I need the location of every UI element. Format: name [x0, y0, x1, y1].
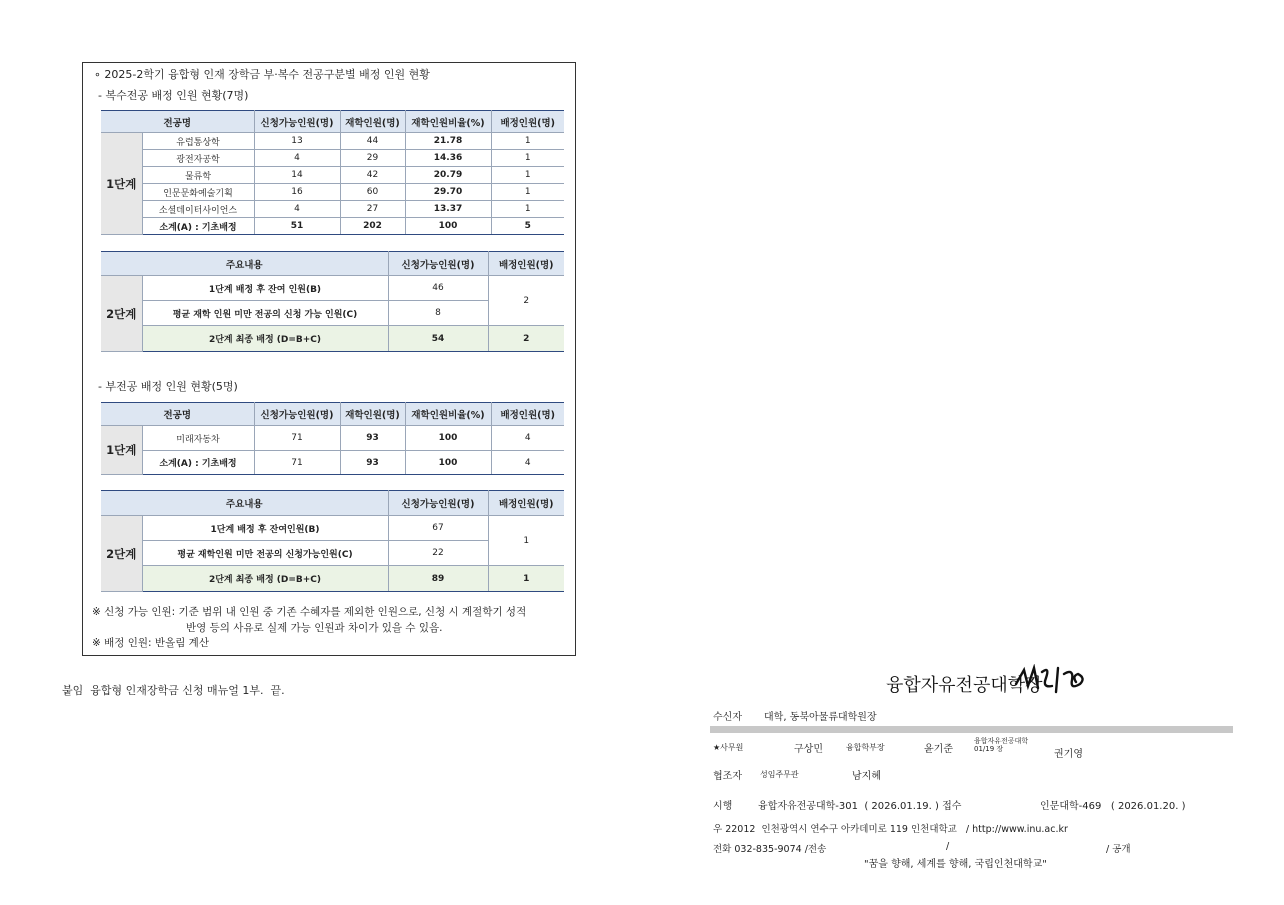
stage-label: 2단계: [101, 276, 142, 352]
stage-label: 2단계: [101, 516, 142, 592]
below-average-label: 평균 재학인원 미만 전공의 신청가능인원(C): [142, 541, 388, 566]
table-cell: 1: [491, 133, 564, 150]
table-cell: 13: [254, 133, 340, 150]
table-cell: 27: [340, 201, 405, 218]
subtotal-cell: 100: [405, 218, 491, 235]
table-cell: 13.37: [405, 201, 491, 218]
table-cell: 소셜데이터사이언스: [142, 201, 254, 218]
header-allocated: 배정인원(명): [491, 403, 564, 426]
header-applicable: 신청가능인원(명): [388, 491, 488, 516]
sender-title: 융합자유전공대학장: [886, 675, 1043, 696]
header-applicable: 신청가능인원(명): [254, 403, 340, 426]
remaining-value: 67: [388, 516, 488, 541]
subtotal-label: 소계(A) : 기초배정: [142, 451, 254, 475]
public-label: / 공개: [1106, 844, 1131, 855]
stage-label: 1단계: [101, 426, 142, 475]
minor-stage1-table: [101, 402, 564, 475]
table-cell: 14: [254, 167, 340, 184]
table-cell: 14.36: [405, 150, 491, 167]
header-allocated: 배정인원(명): [488, 252, 564, 276]
subtotal-cell: 93: [340, 451, 405, 475]
signature-stamp: [1012, 664, 1090, 700]
divider-bar: [710, 726, 1233, 733]
cooperator-role: 성임주무관: [760, 770, 799, 779]
note-applicable: ※ 신청 가능 인원: 기준 범위 내 인원 중 기존 수혜자를 제외한 인원으로, 신청 시 계절학기 성적: [92, 606, 527, 618]
table-cell: 유럽통상학: [142, 133, 254, 150]
double-major-stage1-table: [101, 110, 564, 235]
double-major-subheading: - 복수전공 배정 인원 현황(7명): [98, 89, 249, 102]
below-average-label: 평균 재학 인원 미만 전공의 신청 가능 인원(C): [142, 301, 388, 326]
remaining-label: 1단계 배정 후 잔여 인원(B): [142, 276, 388, 301]
table-cell: 4: [254, 150, 340, 167]
approval-name-3: 권기영: [1054, 749, 1083, 760]
header-content: 주요내용: [101, 491, 388, 516]
table-cell: 29: [340, 150, 405, 167]
stage-label: 1단계: [101, 133, 142, 235]
header-allocated: 배정인원(명): [491, 111, 564, 133]
table-cell: 인문문화예술기획: [142, 184, 254, 201]
cooperator-label: 협조자: [713, 771, 742, 782]
table-cell: 물류학: [142, 167, 254, 184]
minor-subheading: - 부전공 배정 인원 현황(5명): [98, 380, 238, 393]
header-applicable: 신청가능인원(명): [388, 252, 488, 276]
table-cell: 1: [491, 201, 564, 218]
header-ratio: 재학인원비율(%): [405, 403, 491, 426]
attachment-line: 붙임 융합형 인재장학금 신청 매뉴얼 1부. 끝.: [62, 684, 285, 697]
table-cell: 미래자동차: [142, 426, 254, 451]
header-applicable: 신청가능인원(명): [254, 111, 340, 133]
approval-name-1: 구상민: [794, 744, 823, 755]
table-cell: 4: [254, 201, 340, 218]
slogan: "꿈을 향해, 세계를 향해, 국립인천대학교": [864, 859, 1047, 870]
merged-allocation: 2: [488, 276, 564, 326]
subtotal-label: 소계(A) : 기초배정: [142, 218, 254, 235]
remaining-label: 1단계 배정 후 잔여인원(B): [142, 516, 388, 541]
double-major-stage2-table: [101, 251, 564, 352]
table-cell: 4: [491, 426, 564, 451]
table-cell: 1: [491, 150, 564, 167]
header-enrolled: 재학인원(명): [340, 403, 405, 426]
header-ratio: 재학인원비율(%): [405, 111, 491, 133]
doc-heading: ∘ 2025-2학기 융합형 인재 장학금 부·복수 전공구분별 배정 인원 현황: [94, 68, 430, 81]
table-cell: 93: [340, 426, 405, 451]
cooperator-name: 남지혜: [852, 771, 881, 782]
subtotal-cell: 51: [254, 218, 340, 235]
subtotal-cell: 202: [340, 218, 405, 235]
table-cell: 29.70: [405, 184, 491, 201]
below-average-value: 22: [388, 541, 488, 566]
header-allocated: 배정인원(명): [488, 491, 564, 516]
subtotal-cell: 5: [491, 218, 564, 235]
phone-slash: /: [946, 841, 950, 852]
table-cell: 100: [405, 426, 491, 451]
subtotal-cell: 4: [491, 451, 564, 475]
table-cell: 44: [340, 133, 405, 150]
header-enrolled: 재학인원(명): [340, 111, 405, 133]
note-allocation: ※ 배정 인원: 반올림 계산: [92, 637, 209, 649]
phone-line: 전화 032-835-9074 /전송: [713, 844, 827, 855]
table-cell: 20.79: [405, 167, 491, 184]
table-cell: 60: [340, 184, 405, 201]
approval-role-3: 융합자유전공대학 01/19 장: [974, 737, 1029, 753]
approval-role-2: 융합학부장: [846, 743, 885, 752]
header-major: 전공명: [101, 111, 254, 133]
header-major: 전공명: [101, 403, 254, 426]
final-applicable: 54: [388, 326, 488, 352]
approval-name-2: 윤기준: [924, 744, 953, 755]
remaining-value: 46: [388, 276, 488, 301]
receipt-value: 인문대학-469 ( 2026.01.20. ): [1040, 801, 1186, 812]
enforce-value: 융합자유전공대학-301 ( 2026.01.19. ) 접수: [758, 801, 962, 812]
enforce-label: 시행: [713, 801, 733, 812]
merged-allocation: 1: [488, 516, 564, 566]
address-line: 우 22012 인천광역시 연수구 아카데미로 119 인천대학교 / http://www.inu.ac.kr: [713, 824, 1068, 835]
final-allocated: 2: [488, 326, 564, 352]
recipient-label: 수신자: [713, 712, 742, 723]
table-cell: 42: [340, 167, 405, 184]
table-cell: 16: [254, 184, 340, 201]
header-content: 주요내용: [101, 252, 388, 276]
recipient-value: 대학, 동북아물류대학원장: [764, 712, 877, 723]
table-cell: 1: [491, 184, 564, 201]
approval-role-1: ★사무원: [713, 743, 744, 752]
final-applicable: 89: [388, 566, 488, 592]
below-average-value: 8: [388, 301, 488, 326]
final-label: 2단계 최종 배정 (D=B+C): [142, 326, 388, 352]
note-applicable-cont: 반영 등의 사유로 실제 가능 인원과 차이가 있을 수 있음.: [186, 622, 443, 634]
final-allocated: 1: [488, 566, 564, 592]
table-cell: 21.78: [405, 133, 491, 150]
table-cell: 광전자공학: [142, 150, 254, 167]
table-cell: 71: [254, 426, 340, 451]
minor-stage2-table: [101, 490, 564, 592]
table-cell: 1: [491, 167, 564, 184]
subtotal-cell: 100: [405, 451, 491, 475]
subtotal-cell: 71: [254, 451, 340, 475]
final-label: 2단계 최종 배정 (D=B+C): [142, 566, 388, 592]
